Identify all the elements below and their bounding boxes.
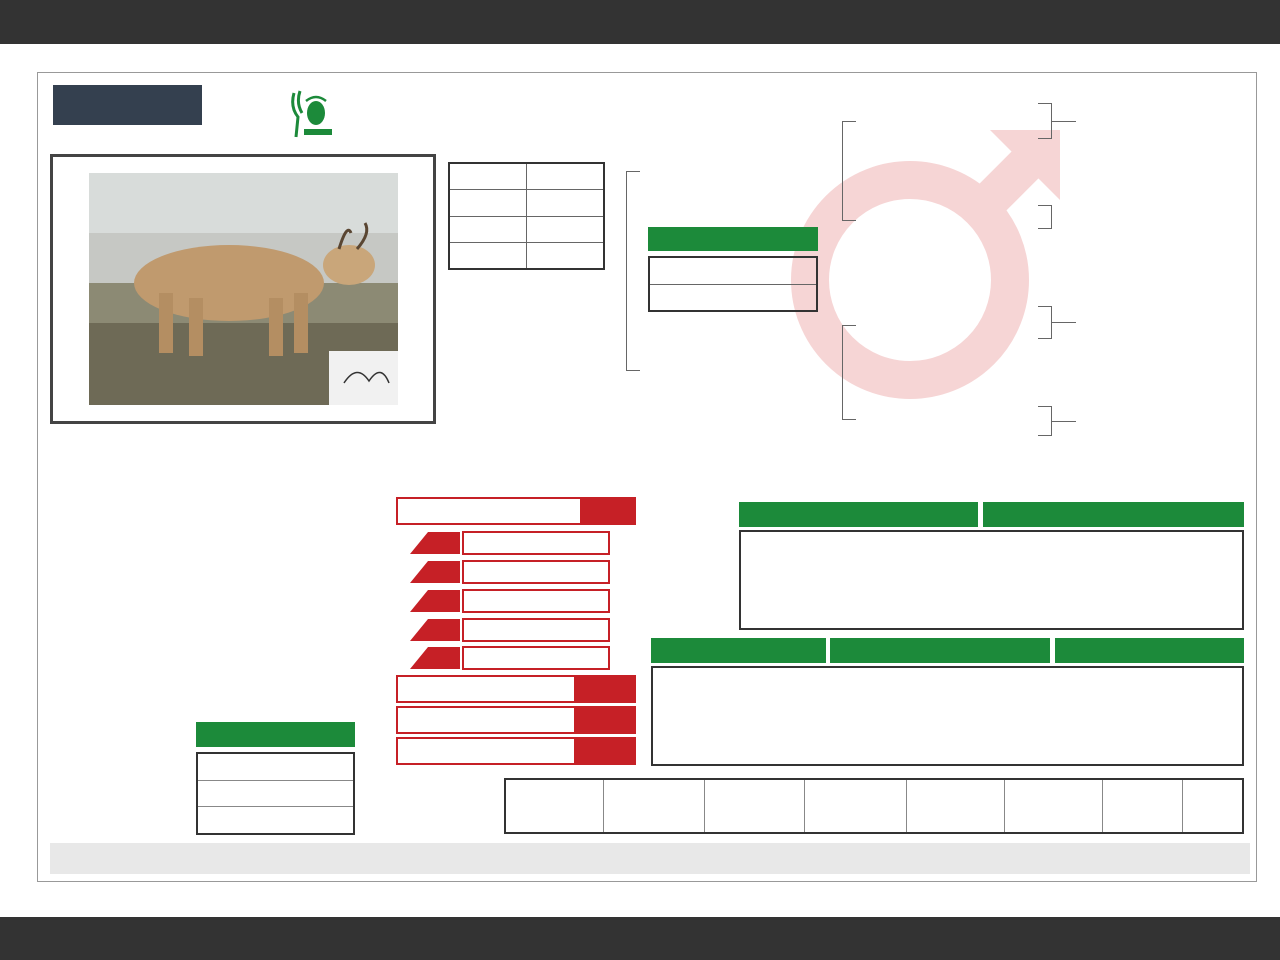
viewer-top-bar [0, 0, 1280, 44]
raam-header [830, 638, 1050, 663]
produksie-waarde-label [398, 739, 574, 763]
nguni-society-logo [286, 87, 342, 143]
koeiwaarde-value [580, 499, 636, 523]
vrugbaarheid-header [983, 502, 1244, 527]
qr-code [50, 722, 165, 837]
kalf-en-moeder-header [739, 502, 978, 527]
pedigree-sire-dam [842, 194, 1052, 198]
produksie-waarde-box [396, 737, 636, 765]
pedigree-dsd [1080, 326, 1235, 328]
ownership-table [648, 256, 818, 312]
ownership-row-dns [650, 258, 816, 284]
weight-cell [1183, 780, 1242, 832]
miostatien-row [198, 806, 353, 832]
groei-waarde-box [396, 675, 636, 703]
ownership-row-genomies [650, 284, 816, 310]
logix-logo [650, 500, 730, 632]
sub-value-label [462, 618, 610, 642]
weight-cell [907, 780, 1005, 832]
weight-cell [604, 780, 705, 832]
sub-value-label [462, 646, 610, 670]
miostatien-header [196, 722, 355, 747]
viewer-bottom-bar [0, 917, 1280, 960]
weights-table [504, 778, 1244, 834]
sub-value-label [462, 531, 610, 555]
info-row [449, 190, 604, 217]
ebv-bottom-grid [651, 666, 1244, 766]
pedigree-bracket [1038, 306, 1052, 339]
ebv-top-grid [739, 530, 1244, 630]
weight-cell [506, 780, 604, 832]
pedigree-connector [1052, 421, 1076, 422]
info-row [449, 243, 604, 270]
pedigree-bracket [842, 121, 856, 221]
weight-cell [705, 780, 805, 832]
pedigree-bracket [1038, 205, 1052, 229]
lot-number-badge [53, 85, 202, 125]
sub-value-label [462, 560, 610, 584]
sub-value-label [462, 589, 610, 613]
info-row [449, 216, 604, 243]
pedigree-dam-dam [838, 395, 1056, 399]
pedigree-sire-sire [862, 93, 1032, 99]
na-speen-groei-header [651, 638, 826, 663]
karkas-header [1055, 638, 1244, 663]
weight-cell [1103, 780, 1183, 832]
ownership-header [648, 227, 818, 251]
koeiwaarde-label [398, 499, 576, 523]
karkas-waarde-box [396, 706, 636, 734]
pedigree-bracket [1038, 103, 1052, 139]
cow-photo [89, 173, 398, 405]
pedigree-bracket [1038, 406, 1052, 436]
pedigree-connector [1052, 121, 1076, 122]
pedigree-bracket [842, 325, 856, 420]
weight-cell [805, 780, 907, 832]
pedigree-sire [650, 144, 810, 150]
seller-remarks [50, 843, 1250, 874]
weight-cell [1005, 780, 1103, 832]
miostatien-row [198, 780, 353, 806]
groei-waarde-value [574, 677, 634, 701]
produksie-waarde-value [574, 739, 634, 763]
karkas-waarde-value [574, 708, 634, 732]
animal-info-table [448, 162, 605, 270]
karkas-waarde-label [398, 708, 574, 732]
groei-waarde-label [398, 677, 574, 701]
pedigree-bracket [626, 171, 640, 371]
male-symbol-watermark [790, 120, 1070, 420]
info-row [449, 163, 604, 190]
miostatien-table [196, 752, 355, 835]
pedigree-connector [1052, 322, 1076, 323]
pedigree-dam-sire [862, 295, 1032, 301]
miostatien-row [198, 754, 353, 780]
